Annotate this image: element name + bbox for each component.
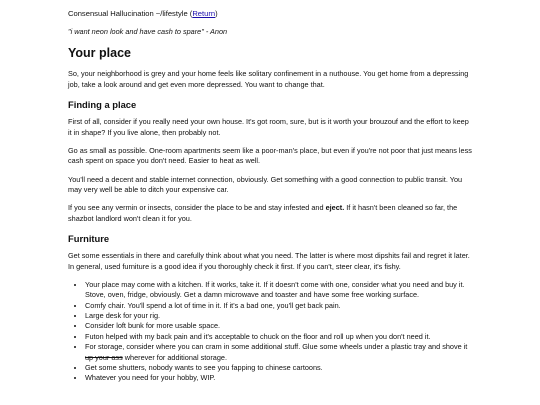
- list-item: • Consider loft bunk for more usable space.: [85, 321, 472, 331]
- finding-paragraph-2: Go as small as possible. One-room apartments seem like a poor-man's place, but even if you're not poor that just means less cash spent on space you don't need. Easier to heat as well.: [68, 145, 472, 166]
- finding-heading: Finding a place: [68, 98, 137, 110]
- finding-paragraph-3: You'll need a decent and stable internet connection, obviously. Get something with a good connection to public transit. You may very well be able to ditch your expensive car.: [68, 174, 463, 194]
- finding-p4-text-a: If you see any vermin or insects, consider the place to be and stay infested and: [68, 203, 326, 213]
- finding-paragraph-4: [68, 203, 472, 224]
- eject-emphasis: eject.: [325, 203, 345, 213]
- list-item: • Large desk for your rig.: [85, 311, 472, 321]
- finding-paragraph-1: First of all, consider if you really need your own house. It's got room, sure, but is it worth your brouzouf and the effort to keep it in shape? If you live alone, then probably not.: [68, 117, 469, 137]
- list-item: • Whatever you need for your hobby, WIP.: [85, 373, 472, 383]
- furniture-heading: Furniture: [68, 233, 110, 245]
- furniture-list: [68, 280, 472, 384]
- storage-text-b: wherever for additional storage.: [122, 352, 227, 362]
- struck-text: up your ass: [85, 352, 123, 362]
- epigraph-quote: "i want neon look and have cash to spare" - Anon: [68, 26, 228, 36]
- return-link[interactable]: Return: [192, 9, 216, 18]
- list-item: • Futon helped with my back pain and it's acceptable to chuck on the floor and roll up when you don't need it.: [85, 332, 472, 342]
- list-item: • Get some shutters, nobody wants to see you fapping to chinese cartoons.: [85, 363, 472, 373]
- list-item: [85, 342, 472, 363]
- furniture-intro: Get some essentials in there and carefully think about what you need. The latter is where most dipshits fail and regret it later. In general, used furniture is a good idea if you thoroughly check it first. If you can't, steer clear, it's fishy.: [68, 251, 470, 271]
- list-item: • Your place may come with a kitchen. If it works, take it. If it doesn't come with one, consider what you need and buy it. Stove, oven, fridge, obviously. Get a damn microwave and toaster and have some free working surface.: [85, 280, 472, 301]
- storage-text-a: For storage, consider where you can cram in some additional stuff. Glue some wheels under a plastic tray and shove it: [85, 342, 468, 352]
- close-paren: ): [215, 9, 218, 18]
- list-item: • Comfy chair. You'll spend a lot of time in it. If it's a bad one, you'll get back pain.: [85, 301, 472, 311]
- intro-paragraph: So, your neighborhood is grey and your home feels like solitary confinement in a nuthouse. You get home from a depressing job, take a look around and get even more depressed. You want to change that.: [68, 69, 469, 89]
- site-title: Consensual Hallucination ~/lifestyle (: [68, 9, 193, 18]
- site-header: [68, 9, 472, 20]
- finding-p4-text-b: If it hasn't been cleaned so far, the shazbot landlord won't clean it for you.: [68, 203, 458, 223]
- page-title: Your place: [68, 46, 131, 61]
